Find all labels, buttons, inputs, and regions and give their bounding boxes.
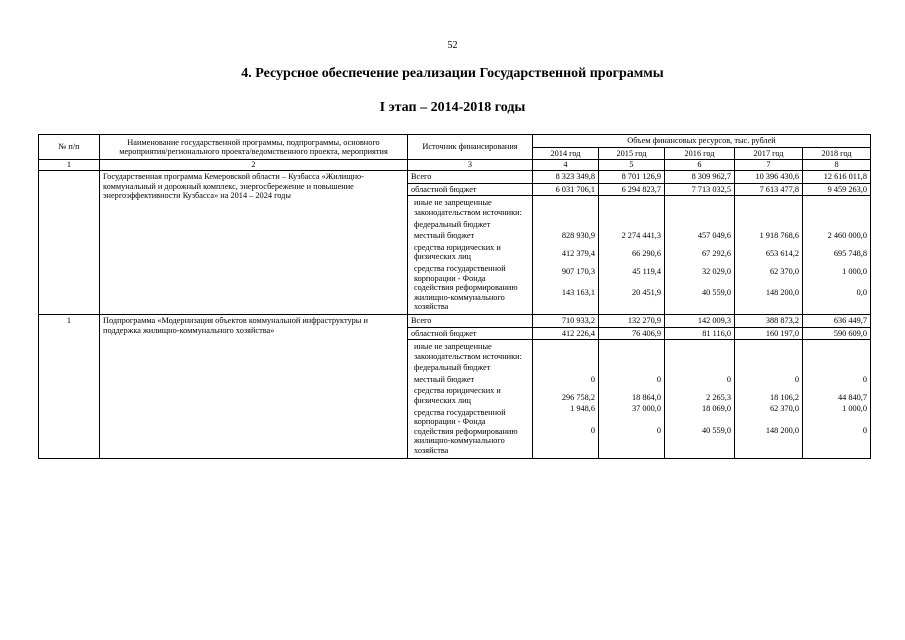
document-title: 4. Ресурсное обеспечение реализации Государственной программы: [241, 66, 664, 81]
value-cell: 1 000,0: [842, 404, 868, 414]
source-regional: областной бюджет: [408, 183, 533, 196]
value-cell: 132 270,9: [599, 314, 665, 327]
header-volume: Объем финансовых ресурсов, тыс. рублей: [533, 135, 871, 148]
value-cell: 0: [726, 375, 731, 385]
value-cell: 412 226,4: [533, 327, 599, 340]
value-stack: [665, 340, 735, 459]
value-cell: 10 396 430,6: [735, 171, 803, 184]
page-number: 52: [447, 40, 458, 51]
value-cell: 590 609,0: [803, 327, 871, 340]
value-stack: [735, 196, 803, 315]
resource-table: [38, 134, 871, 459]
source-local: местный бюджет: [414, 374, 475, 384]
column-index: 6: [665, 160, 735, 171]
value-cell: 12 616 011,8: [803, 171, 871, 184]
value-cell: 1 000,0: [842, 266, 868, 276]
header-num: № п/п: [39, 135, 100, 160]
value-cell: 37 000,0: [631, 404, 661, 414]
column-index: 7: [735, 160, 803, 171]
other-sources-cell: [408, 196, 533, 315]
value-stack: [533, 340, 599, 459]
value-cell: 44 840,7: [837, 392, 868, 402]
source-other-header: иные не запрещенные законодательством источники:: [414, 342, 522, 361]
value-cell: 710 933,2: [533, 314, 599, 327]
document-subtitle: I этап – 2014-2018 годы: [379, 100, 526, 115]
value-cell: 20 451,9: [631, 288, 661, 298]
header-year: 2017 год: [735, 147, 803, 160]
value-cell: 0: [862, 425, 868, 435]
table-row: [39, 171, 871, 184]
value-cell: 7 613 477,8: [735, 183, 803, 196]
value-cell: 32 029,0: [701, 266, 731, 276]
header-year: 2018 год: [803, 147, 871, 160]
value-cell: 388 873,2: [735, 314, 803, 327]
value-cell: 160 197,0: [735, 327, 803, 340]
value-cell: 296 758,2: [561, 392, 595, 402]
value-cell: 143 163,1: [561, 288, 595, 298]
value-cell: 7 713 032,5: [665, 183, 735, 196]
value-cell: 40 559,0: [701, 425, 731, 435]
value-cell: 66 290,6: [631, 248, 661, 258]
value-cell: 828 930,9: [561, 231, 595, 241]
value-cell: 76 406,9: [599, 327, 665, 340]
value-stack: [803, 340, 871, 459]
value-cell: 9 459 263,0: [803, 183, 871, 196]
value-cell: 1 948,6: [570, 404, 595, 414]
value-cell: 18 069,0: [701, 404, 731, 414]
value-cell: 62 370,0: [769, 404, 799, 414]
value-cell: 457 049,6: [697, 231, 731, 241]
source-local: местный бюджет: [414, 231, 475, 241]
value-stack: [599, 340, 665, 459]
header-year: 2014 год: [533, 147, 599, 160]
value-stack: [599, 196, 665, 315]
value-cell: 6 031 706,1: [533, 183, 599, 196]
header-year: 2015 год: [599, 147, 665, 160]
value-cell: 0: [590, 375, 595, 385]
source-legal: средства юридических и физических лиц: [414, 386, 501, 406]
value-cell: 2 265,3: [706, 392, 731, 402]
source-total: Всего: [408, 171, 533, 184]
value-cell: 1 918 768,6: [759, 231, 799, 241]
value-cell: 412 379,4: [561, 248, 595, 258]
program-name: Государственная программа Кемеровской области – Кузбасса «Жилищно-коммунальный и дорожный комплекс, энергосбережение и повышение энергоэффективности Кузбасса» на 2014 – 2024 годы: [100, 171, 408, 315]
value-cell: 0: [794, 375, 799, 385]
value-stack: [533, 196, 599, 315]
column-index: 5: [599, 160, 665, 171]
source-fund: средства государственной корпорации - Фонда содействия реформированию жилищно-коммунального хозяйства: [414, 263, 518, 312]
value-cell: 40 559,0: [701, 288, 731, 298]
header-row: [39, 135, 871, 148]
value-cell: 81 116,0: [665, 327, 735, 340]
value-stack: [665, 196, 735, 315]
value-cell: 62 370,0: [769, 266, 799, 276]
value-cell: 8 309 962,7: [665, 171, 735, 184]
column-index: 4: [533, 160, 599, 171]
value-cell: 8 701 126,9: [599, 171, 665, 184]
value-cell: 18 864,0: [631, 392, 661, 402]
source-total: Всего: [408, 314, 533, 327]
value-cell: 142 009,3: [665, 314, 735, 327]
value-cell: 18 106,2: [769, 392, 799, 402]
row-num: [39, 171, 100, 315]
value-cell: 907 170,3: [561, 266, 595, 276]
row-num: 1: [39, 314, 100, 458]
value-cell: 2 460 000,0: [827, 231, 868, 241]
source-legal: средства юридических и физических лиц: [414, 242, 501, 262]
source-other-header: иные не запрещенные законодательством источники:: [414, 198, 522, 217]
header-year: 2016 год: [665, 147, 735, 160]
table-row: [39, 314, 871, 327]
value-stack: [803, 196, 871, 315]
value-cell: 636 449,7: [803, 314, 871, 327]
column-index: 8: [803, 160, 871, 171]
value-cell: 0: [590, 425, 595, 435]
source-fund: средства государственной корпорации - Фонда содействия реформированию жилищно-коммунального хозяйства: [414, 407, 518, 456]
column-index: 3: [408, 160, 533, 171]
value-cell: 6 294 823,7: [599, 183, 665, 196]
source-federal: федеральный бюджет: [414, 219, 491, 229]
column-index: 2: [100, 160, 408, 171]
value-cell: 0: [656, 425, 661, 435]
source-regional: областной бюджет: [408, 327, 533, 340]
value-cell: 8 323 349,8: [533, 171, 599, 184]
value-cell: 148 200,0: [765, 288, 799, 298]
value-cell: 653 614,2: [765, 248, 799, 258]
value-cell: 0: [656, 375, 661, 385]
value-cell: 67 292,6: [701, 248, 731, 258]
value-cell: 148 200,0: [765, 425, 799, 435]
value-cell: 0,0: [856, 288, 868, 298]
column-index-row: [39, 160, 871, 171]
subprogram-name: Подпрограмма «Модернизация объектов коммунальной инфраструктуры и поддержка жилищно-коммунального хозяйства»: [100, 314, 408, 458]
value-cell: 695 748,8: [833, 248, 868, 258]
column-index: 1: [39, 160, 100, 171]
header-source: Источник финансирования: [408, 135, 533, 160]
value-cell: 45 119,4: [632, 266, 661, 276]
value-cell: 2 274 441,3: [621, 231, 661, 241]
value-cell: 0: [862, 375, 868, 385]
value-stack: [735, 340, 803, 459]
other-sources-cell: [408, 340, 533, 459]
header-name: Наименование государственной программы, подпрограммы, основного мероприятия/регионального проекта/ведомственного проекта, мероприятия: [100, 135, 408, 160]
source-federal: федеральный бюджет: [414, 363, 491, 373]
